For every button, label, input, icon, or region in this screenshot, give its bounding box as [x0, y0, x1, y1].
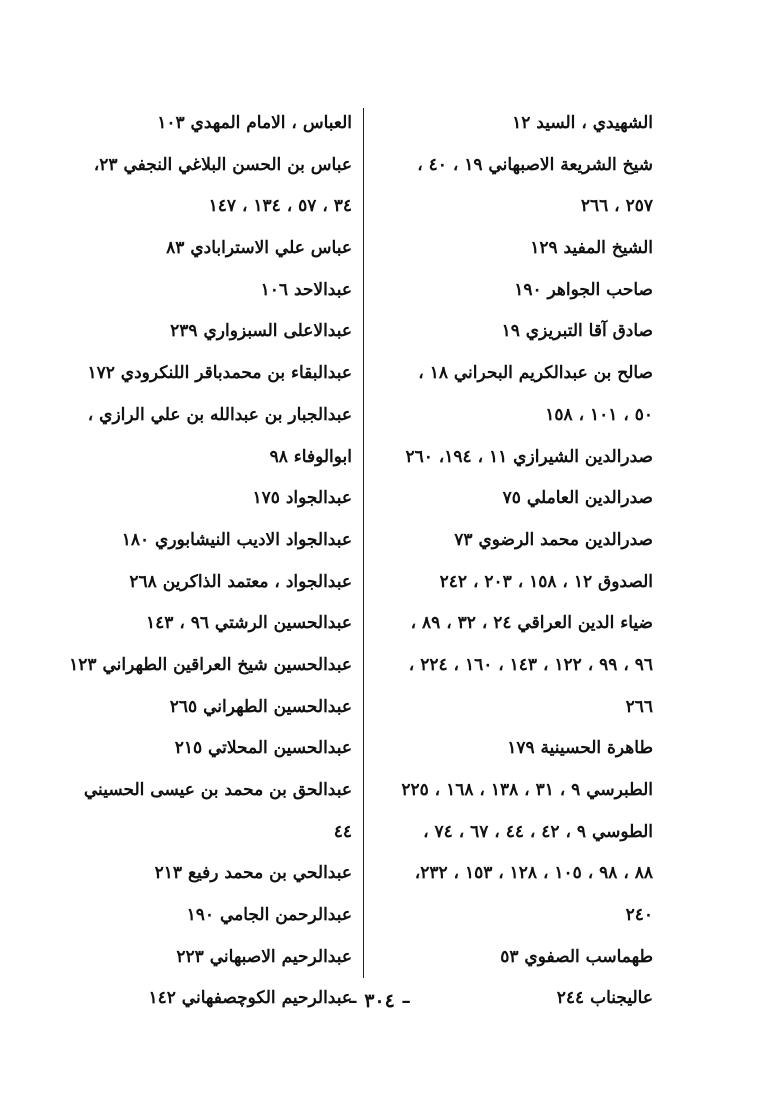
- index-entry: ٤٤: [333, 821, 352, 842]
- index-entry: صدرالدين الشيرازي ١١ ، ١٩٤، ٢٦٠: [405, 446, 653, 467]
- index-entry: عبدالحق بن محمد بن عيسى الحسيني: [83, 780, 352, 800]
- index-entry: صاحب الجواهر ١٩٠: [514, 279, 653, 300]
- index-entry: ٢٤٠: [625, 905, 653, 926]
- index-entry: عبدالجواد الاديب النيشابوري ١٨٠: [121, 529, 352, 550]
- index-entry: عبدالحسين الرشتي ٩٦ ، ١٤٣: [146, 613, 352, 634]
- index-entry: ٢٦٦: [625, 696, 653, 717]
- index-entry: الصدوق ١٢ ، ١٥٨ ، ٢٠٣ ، ٢٤٢: [439, 571, 653, 592]
- index-entry: عبدالاحد ١٠٦: [260, 279, 352, 300]
- index-entry: طاهرة الحسينية ١٧٩: [507, 738, 653, 759]
- index-entry: الشيخ المفيد ١٢٩: [530, 238, 653, 259]
- index-entry: صالح بن عبدالكريم البحراني ١٨ ،: [418, 363, 653, 384]
- index-entry: عبدالحسين المحلاتي ٢١٥: [174, 738, 352, 759]
- index-entry: عبدالحسين الطهراني ٢٦٥: [169, 696, 352, 717]
- index-entry: عبدالرحيم الاصبهاني ٢٢٣: [176, 946, 352, 967]
- index-entry: عبدالحي بن محمد رفيع ٢١٣: [154, 863, 352, 884]
- index-entry: عباس علي الاسترابادي ٨٣: [166, 238, 352, 259]
- index-entry: ابوالوفاء ٩٨: [269, 446, 352, 467]
- index-column-right: [375, 103, 653, 1020]
- index-entry: الشهيدي ، السيد ١٢: [512, 113, 653, 133]
- index-entry: طهماسب الصفوي ٥٣: [500, 946, 653, 967]
- index-entry: صدرالدين العاملي ٧٥: [502, 488, 653, 509]
- page-number: – ٣٠٤ –: [348, 990, 411, 1012]
- index-entry: ضياء الدين العراقي ٢٤ ، ٣٢ ، ٨٩ ،: [410, 613, 653, 634]
- index-entry: عبدالجواد ، معتمد الذاكرين ٢٦٨: [129, 571, 352, 592]
- index-entry: ٨٨ ، ٩٨ ، ١٠٥ ، ١٢٨ ، ١٥٣ ، ٢٣٢،: [414, 863, 653, 884]
- index-entry: عبدالرحيم الكوچصفهاني ١٤٢: [148, 988, 352, 1009]
- index-entry: صادق آقا التبريزي ١٩: [501, 321, 653, 342]
- index-entry: ٩٦ ، ٩٩ ، ١٢٢ ، ١٤٣ ، ١٦٠ ، ٢٢٤ ،: [408, 654, 653, 675]
- index-entry: عبدالجواد ١٧٥: [252, 488, 352, 509]
- index-entry: عاليجناب ٢٤٤: [556, 988, 653, 1009]
- index-entry: الطبرسي ٩ ، ٣١ ، ١٣٨ ، ١٦٨ ، ٢٢٥: [401, 780, 653, 800]
- index-entry: ٥٠ ، ١٠١ ، ١٥٨: [545, 404, 653, 425]
- index-entry: صدرالدين محمد الرضوي ٧٣: [454, 529, 653, 550]
- index-entry: ٣٤ ، ٥٧ ، ١٣٤ ، ١٤٧: [208, 196, 352, 217]
- column-divider: [363, 108, 364, 978]
- index-entry: عبدالحسين شيخ العراقين الطهراني ١٢٣: [69, 654, 352, 675]
- index-entry: عبدالاعلى السبزواري ٢٣٩: [170, 321, 352, 342]
- index-entry: العباس ، الامام المهدي ١٠٣: [157, 113, 352, 133]
- index-entry: عباس بن الحسن البلاغي النجفي ٢٣،: [93, 154, 352, 175]
- index-entry: شيخ الشريعة الاصبهاني ١٩ ، ٤٠ ،: [417, 154, 653, 175]
- index-entry: الطوسي ٩ ، ٤٢ ، ٤٤ ، ٦٧ ، ٧٤ ،: [423, 821, 653, 842]
- index-entry: ٢٥٧ ، ٢٦٦: [580, 196, 653, 217]
- index-column-left: [68, 103, 352, 1020]
- index-entry: عبدالبقاء بن محمدباقر اللنكرودي ١٧٢: [87, 363, 352, 384]
- index-entry: عبدالجبار بن عبدالله بن علي الرازي ،: [87, 404, 352, 425]
- index-entry: عبدالرحمن الجامي ١٩٠: [186, 905, 352, 926]
